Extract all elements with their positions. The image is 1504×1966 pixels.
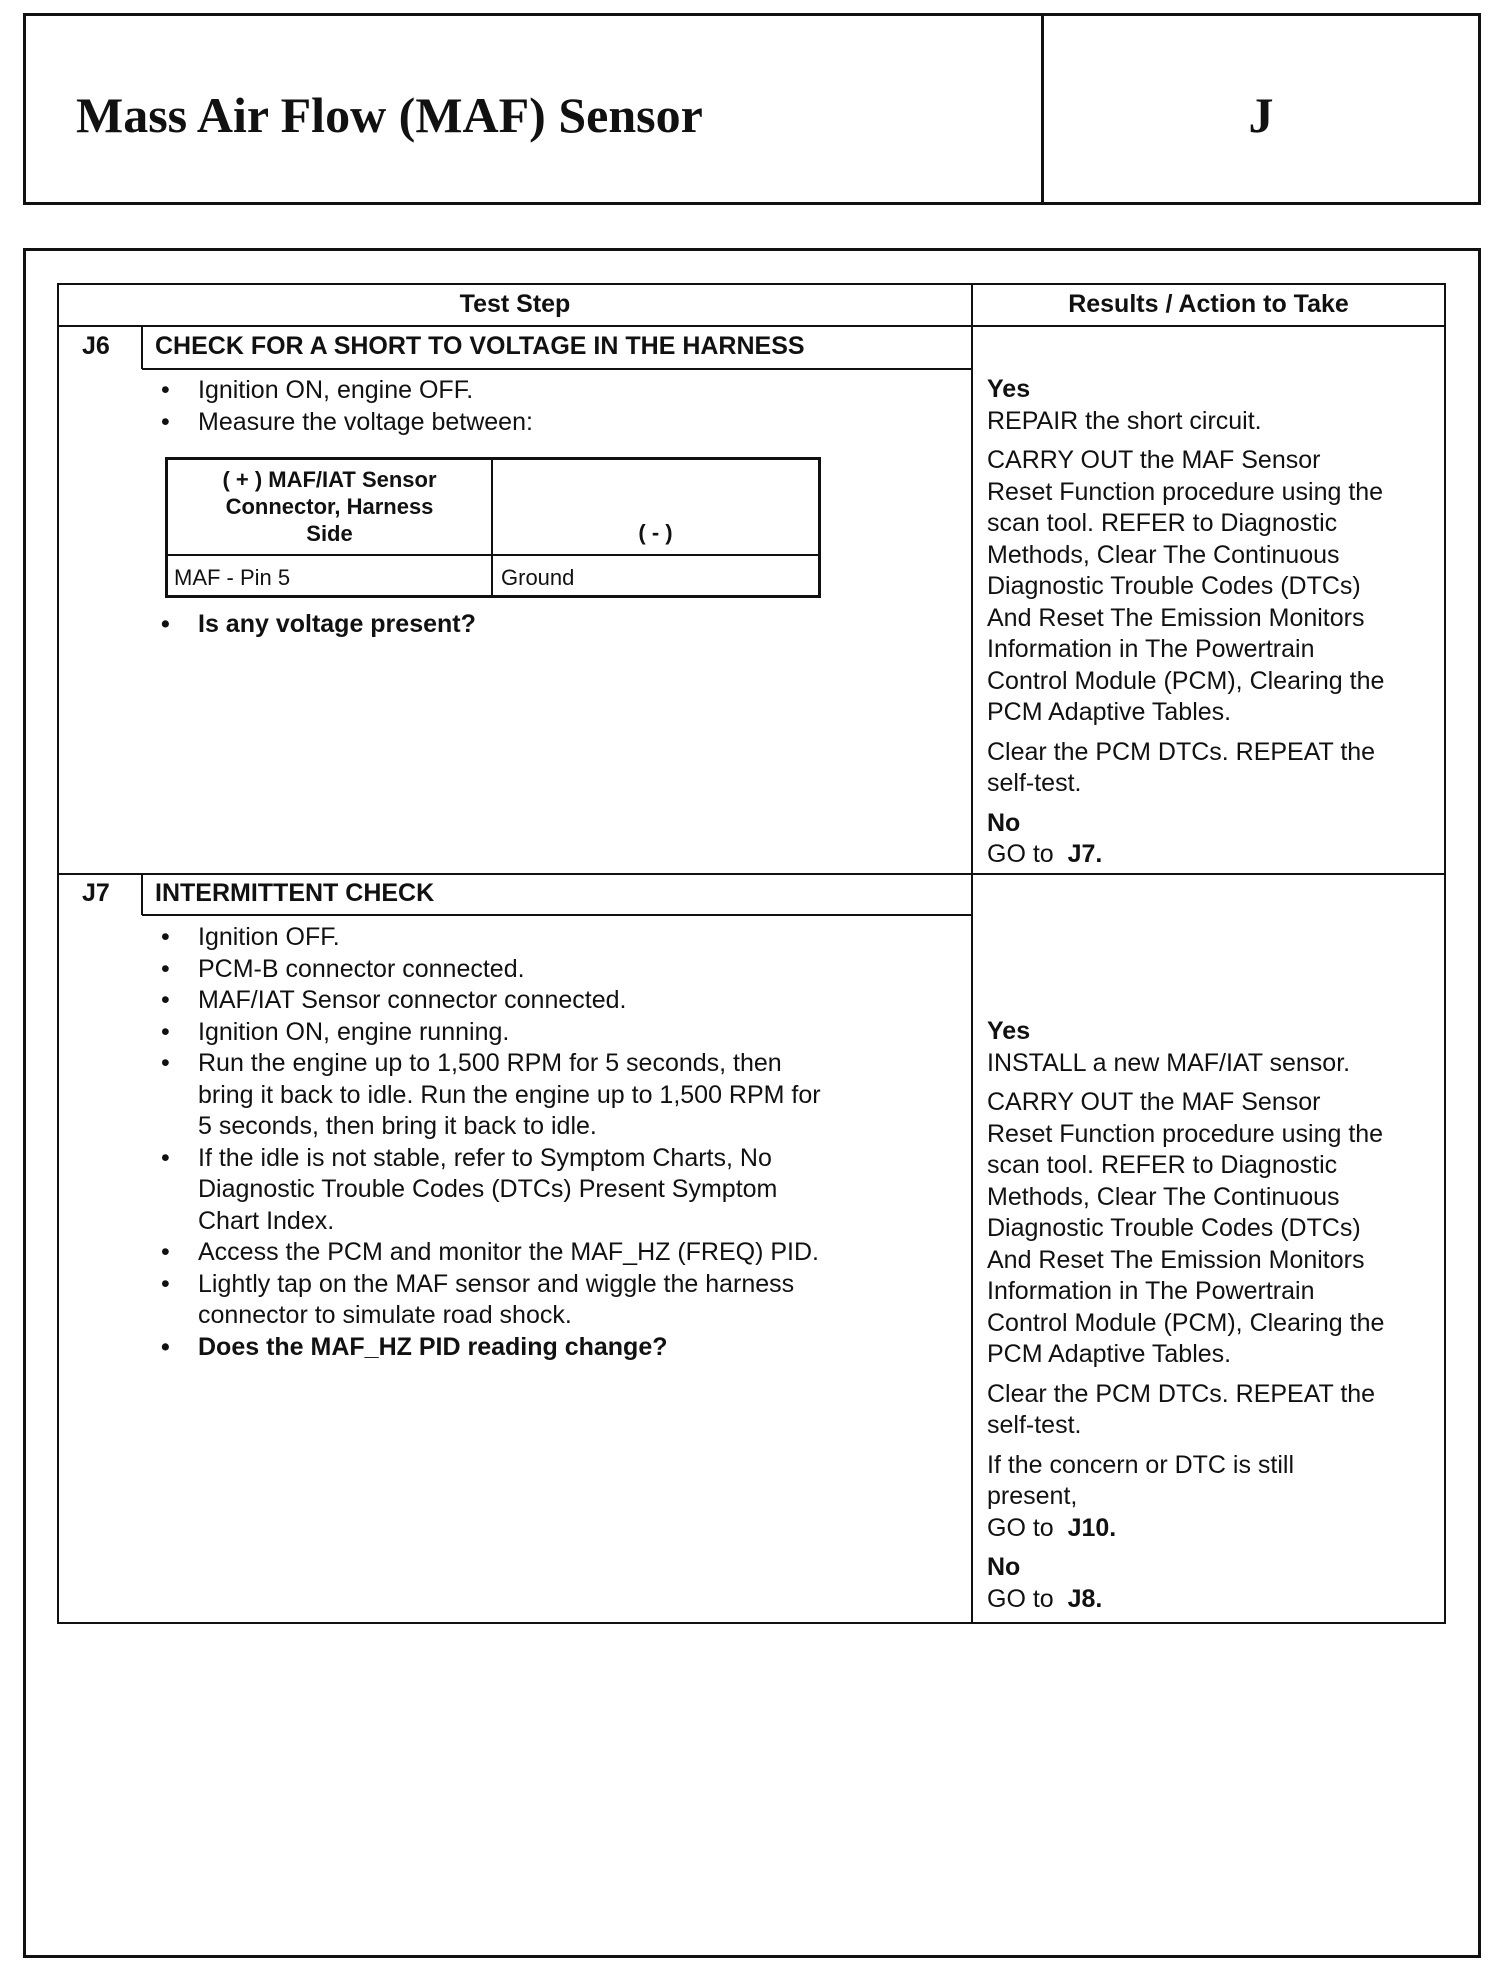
result-line: self-test.: [987, 1411, 1082, 1439]
step-instructions: [161, 922, 821, 1363]
result-line: Diagnostic Trouble Codes (DTCs): [987, 1214, 1361, 1242]
result-line: scan tool. REFER to Diagnostic: [987, 1151, 1338, 1179]
instruction: [161, 985, 821, 1017]
result-line: REPAIR the short circuit.: [987, 406, 1262, 435]
result-line: Reset Function procedure using the: [987, 477, 1384, 506]
instruction-line: Diagnostic Trouble Codes (DTCs) Present Symptom: [198, 1175, 778, 1203]
step-id: J6: [82, 332, 110, 360]
result-line: PCM Adaptive Tables.: [987, 1340, 1232, 1368]
results-j6: [987, 374, 1384, 871]
yes-label: Yes: [987, 375, 1031, 403]
result-line: And Reset The Emission Monitors: [987, 1245, 1365, 1274]
page-header: [23, 13, 1481, 205]
result-line: INSTALL a new MAF/IAT sensor.: [987, 1048, 1351, 1077]
goto-step-link[interactable]: J8.: [1067, 1584, 1103, 1613]
result-line: PCM Adaptive Tables.: [987, 698, 1232, 726]
plus-pin: MAF - Pin 5: [174, 565, 291, 590]
question: • Is any voltage present?: [161, 609, 476, 641]
instruction: [161, 922, 821, 954]
goto-text: GO to: [987, 840, 1054, 868]
result-line: Diagnostic Trouble Codes (DTCs): [987, 572, 1361, 600]
goto-text: GO to: [987, 1584, 1054, 1613]
result-line: Control Module (PCM), Clearing the: [987, 1308, 1385, 1337]
col-plus-line: Side: [306, 521, 353, 546]
result-line: If the concern or DTC is still: [987, 1450, 1295, 1479]
instruction-line: 5 seconds, then bring it back to idle.: [198, 1112, 597, 1140]
yes-label: Yes: [987, 1017, 1031, 1045]
question: • Does the MAF_HZ PID reading change?: [161, 1332, 821, 1364]
instruction-line: • Ignition ON, engine running.: [198, 1017, 510, 1046]
result-line: CARRY OUT the MAF Sensor: [987, 1088, 1321, 1116]
instruction-line: Chart Index.: [198, 1206, 335, 1235]
result-line: scan tool. REFER to Diagnostic: [987, 509, 1338, 537]
column-header-results: Results / Action to Take: [1068, 290, 1349, 318]
goto-text: GO to: [987, 1513, 1054, 1542]
instruction: [161, 1269, 821, 1332]
col-minus-header: ( - ): [638, 520, 673, 545]
result-line: CARRY OUT the MAF Sensor: [987, 446, 1321, 474]
step-title: CHECK FOR A SHORT TO VOLTAGE IN THE HARNESS: [155, 332, 805, 360]
result-line: And Reset The Emission Monitors: [987, 603, 1365, 632]
minus-pin: Ground: [501, 565, 575, 590]
instruction-line: • MAF/IAT Sensor connector connected.: [198, 986, 627, 1014]
instruction-line: • PCM-B connector connected.: [198, 954, 525, 983]
instruction-line: • Lightly tap on the MAF sensor and wiggle the harness: [198, 1269, 795, 1298]
instruction: • Measure the voltage between:: [161, 407, 533, 439]
instruction: [161, 1237, 821, 1269]
instruction: [161, 954, 821, 986]
instruction-line: bring it back to idle. Run the engine up to 1,500 RPM for: [198, 1080, 821, 1109]
result-line: Methods, Clear The Continuous: [987, 1182, 1340, 1211]
step-title: INTERMITTENT CHECK: [155, 879, 435, 907]
column-header-test-step: Test Step: [459, 290, 571, 318]
col-plus-line: ( + ) MAF/IAT Sensor: [222, 467, 437, 492]
step-id: J7: [82, 879, 110, 907]
result-line: self-test.: [987, 769, 1082, 797]
instruction: [161, 1143, 821, 1238]
goto-step-link[interactable]: J7.: [1067, 840, 1103, 868]
goto-step-link[interactable]: J10.: [1067, 1513, 1117, 1542]
no-label: No: [987, 808, 1021, 837]
result-line: Information in The Powertrain: [987, 635, 1315, 663]
result-line: Reset Function procedure using the: [987, 1119, 1384, 1148]
results-j7: [987, 1016, 1384, 1615]
instruction-line: connector to simulate road shock.: [198, 1301, 572, 1329]
instruction-line: • Run the engine up to 1,500 RPM for 5 seconds, then: [198, 1049, 782, 1077]
result-line: present,: [987, 1482, 1078, 1510]
instruction: [161, 1017, 821, 1049]
result-line: Clear the PCM DTCs. REPEAT the: [987, 1379, 1376, 1408]
no-label: No: [987, 1553, 1021, 1581]
step-instructions: [161, 375, 533, 438]
result-line: Information in The Powertrain: [987, 1277, 1315, 1305]
result-line: Control Module (PCM), Clearing the: [987, 666, 1385, 695]
result-line: Methods, Clear The Continuous: [987, 540, 1340, 569]
instruction-line: • If the idle is not stable, refer to Symptom Charts, No: [198, 1143, 772, 1172]
section-letter: J: [1248, 87, 1274, 143]
page-title: Mass Air Flow (MAF) Sensor: [76, 87, 703, 143]
instruction: [161, 1048, 821, 1143]
result-line: Clear the PCM DTCs. REPEAT the: [987, 737, 1376, 766]
measurement-table: [165, 457, 821, 598]
instruction-line: • Ignition OFF.: [198, 923, 340, 951]
col-plus-line: Connector, Harness: [225, 494, 434, 519]
instruction-line: • Access the PCM and monitor the MAF_HZ (FREQ) PID.: [198, 1238, 819, 1266]
instruction: • Ignition ON, engine OFF.: [161, 375, 533, 407]
